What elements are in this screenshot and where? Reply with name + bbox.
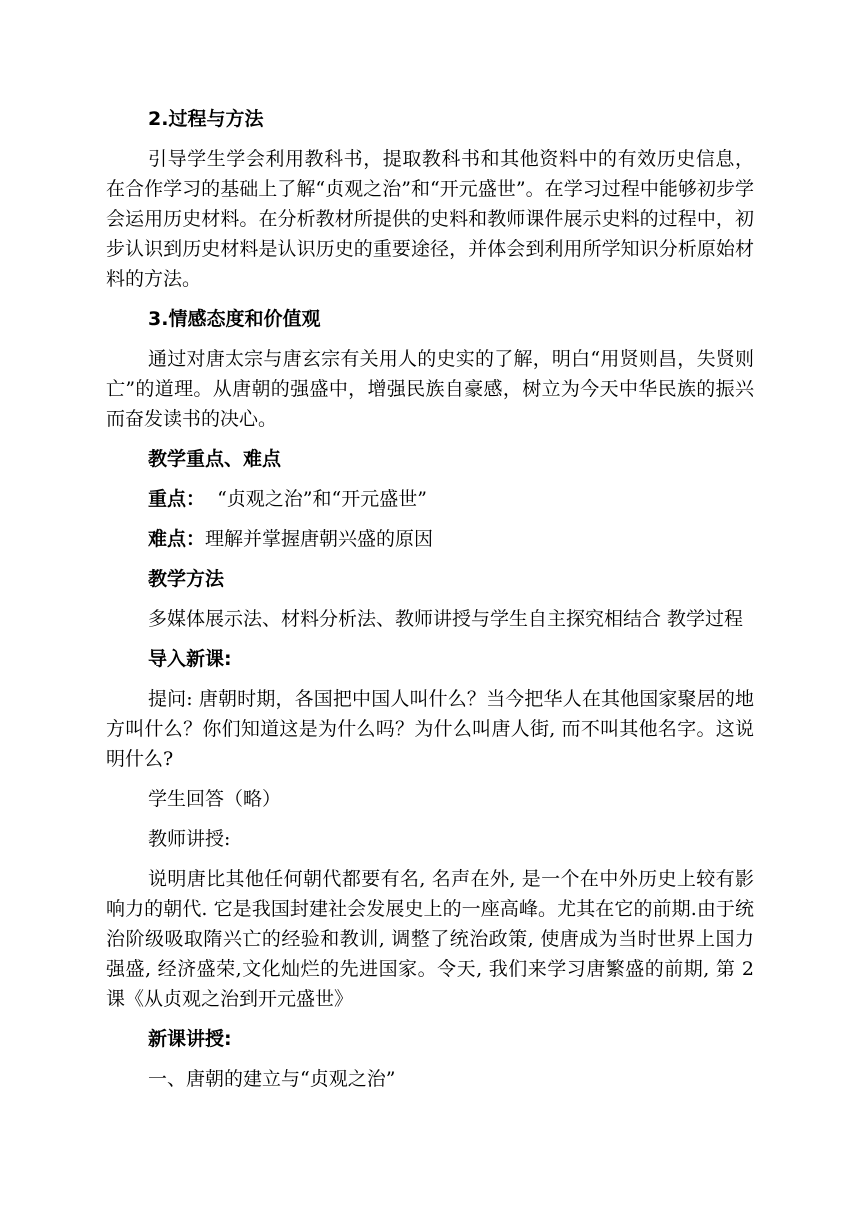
- process-paragraph: 引导学生学会利用教科书，提取教科书和其他资料中的有效历史信息，在合作学习的基础上了解“贞观之治”和“开元盛世”。在学习过程中能够初步学会运用历史材料。在分析教材所提供的史料和教师课件展示史料的过程中，初步认识到历史材料是认识历史的重要途径，并体会到利用所学知识分析原始材料的方法。: [106, 148, 754, 290]
- method-heading: 教学方法: [148, 568, 225, 590]
- emotion-heading: 3.情感态度和价值观: [148, 308, 321, 330]
- process-heading: 2.过程与方法: [148, 108, 264, 130]
- difficulty-text: 理解并掌握唐朝兴盛的原因: [205, 528, 434, 550]
- new-lesson-heading: 新课讲授:: [148, 1028, 232, 1050]
- difficulty-label: 难点：: [148, 528, 206, 550]
- difficulty-line: [106, 524, 754, 554]
- key-point-text: “贞观之治”和“开元盛世”: [205, 488, 427, 510]
- teacher-explanation-paragraph: 说明唐比其他任何朝代都要有名, 名声在外, 是一个在中外历史上较有影响力的朝代. 它是我国封建社会发展史上的一座高峰。尤其在它的前期.由于统治阶级吸取隋兴亡的经验和教训, 调整了统治政策, 使唐成为当时世界上国力强盛, 经济盛荣,文化灿烂的先进国家。令天, 我们来学习唐繁盛的前期, 第 2 课《从贞观之治到开元盛世》: [106, 868, 754, 1010]
- intro-question-paragraph: 提问: 唐朝时期，各国把中国人叫什么？当今把华人在其他国家聚居的地方叫什么？你们知道这是为什么吗？为什么叫唐人街, 而不叫其他名字。这说明什么?: [106, 688, 754, 770]
- intro-heading: 导入新课:: [148, 648, 232, 670]
- key-point-line: [106, 484, 754, 514]
- method-paragraph: 多媒体展示法、材料分析法、教师讲授与学生自主探究相结合 教学过程: [148, 608, 744, 630]
- student-answer-paragraph: 学生回答（略）: [148, 788, 282, 810]
- emotion-paragraph: 通过对唐太宗与唐玄宗有关用人的史实的了解，明白“用贤则昌，失贤则亡”的道理。从唐朝的强盛中，增强民族自豪感，树立为今天中华民族的振兴而奋发读书的决心。: [106, 348, 754, 430]
- key-difficulty-heading: 教学重点、难点: [148, 448, 282, 470]
- teacher-label-paragraph: 教师讲授:: [148, 828, 231, 850]
- document-body: [106, 104, 754, 1104]
- part-one-title: 一、唐朝的建立与“贞观之治”: [148, 1068, 396, 1090]
- key-point-label: 重点：: [148, 488, 206, 510]
